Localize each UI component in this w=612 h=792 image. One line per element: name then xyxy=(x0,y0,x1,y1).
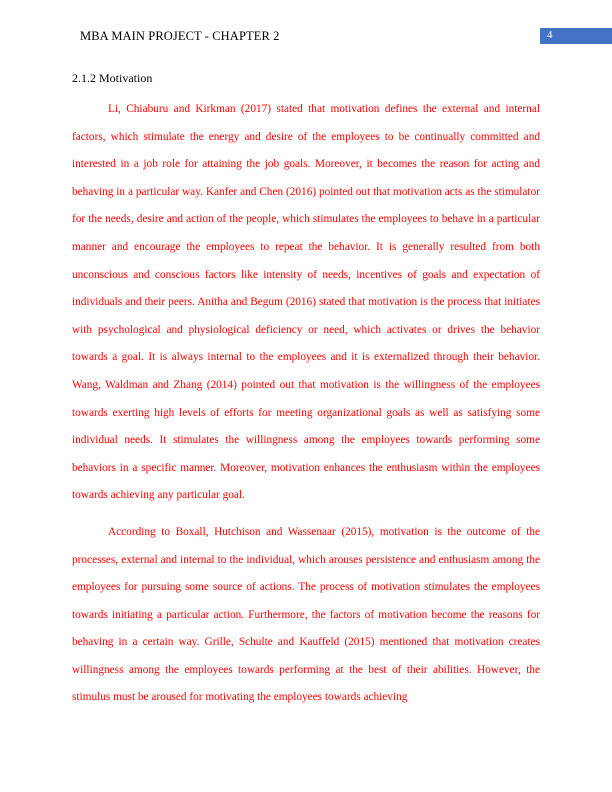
paragraph-1: Li, Chiaburu and Kirkman (2017) stated that motivation defines the external and internal factors, which stimulate the energy and desire of the employees to be continually committed and interested in a job role for attaining the job goals. Moreover, it becomes the reason for acting and behaving in a particular way. Kanfer and Chen (2016) pointed out that motivation acts as the stimulator for the needs, desire and action of the people, which stimulates the employees to behave in a particular manner and encourage the employees to repeat the behavior. It is generally resulted from both unconscious and conscious factors like intensity of needs, incentives of goals and expectation of individuals and their peers. Anitha and Begum (2016) stated that motivation is the process that initiates with psychological and physiological deficiency or need, which activates or drives the behavior towards a goal. It is always internal to the employees and it is externalized through their behavior. Wang, Waldman and Zhang (2014) pointed out that motivation is the willingness of the employees towards exerting high levels of efforts for meeting organizational goals as well as satisfying some individual needs. It stimulates the willingness among the employees towards performing some behaviors in a specific manner. Moreover, motivation enhances the enthusiasm within the employees towards achieving any particular goal. xyxy=(72,103,540,502)
section-heading: 2.1.2 Motivation xyxy=(72,71,153,85)
page-number: 4 xyxy=(547,29,553,41)
paragraph-2: According to Boxall, Hutchison and Wassenaar (2015), motivation is the outcome of the processes, external and internal to the individual, which arouses persistence and enthusiasm among the employees for pursuing some source of actions. The process of motivation stimulates the employees towards initiating a particular action. Furthermore, the factors of motivation become the reasons for behaving in a certain way. Grille, Schulte and Kauffeld (2015) mentioned that motivation creates willingness among the employees towards performing at the best of their abilities. However, the stimulus must be aroused for motivating the employees towards achieving xyxy=(72,525,540,704)
document-body xyxy=(72,69,540,712)
page-number-badge xyxy=(540,28,612,44)
header-title: MBA MAIN PROJECT - CHAPTER 2 xyxy=(80,29,280,43)
page-header xyxy=(0,28,612,46)
